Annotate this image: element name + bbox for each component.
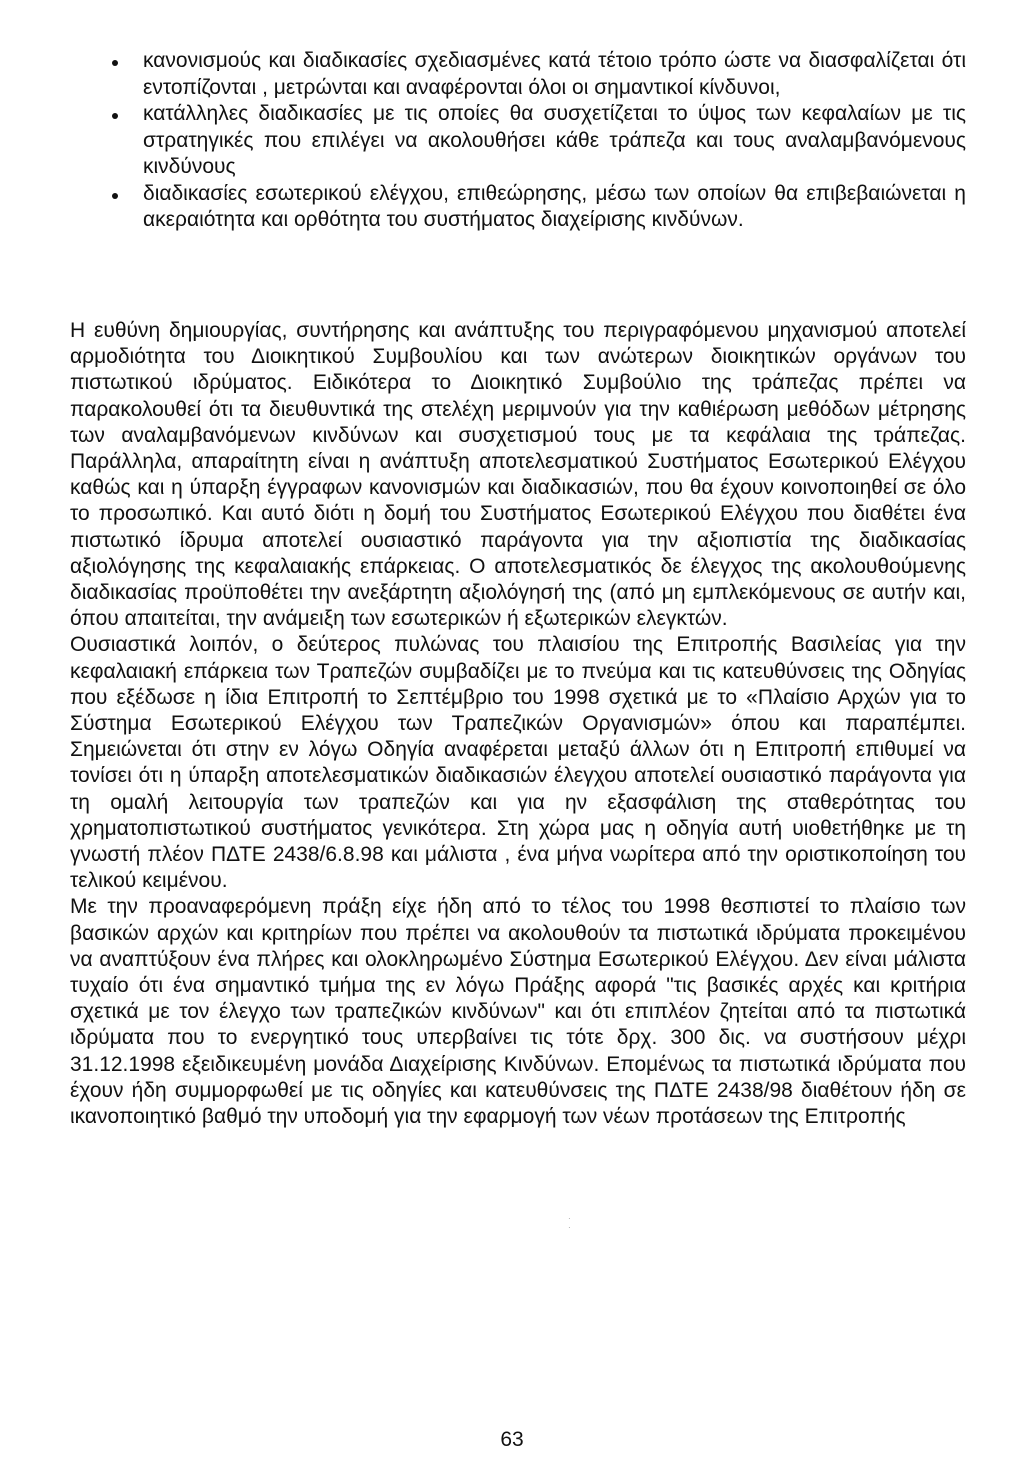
bullet-item <box>110 181 966 234</box>
paragraph: Ουσιαστικά λοιπόν, ο δεύτερος πυλώνας του πλαισίου της Επιτροπής Βασιλείας για την κεφαλαιακή επάρκεια των Τραπεζών συμβαδίζει με το πνεύμα και τις κατευθύνσεις της Οδηγίας που εξέδωσε η ίδια Επιτροπή το Σεπτέμβριο του 1998 σχετικά με το «Πλαίσιο Αρχών για το Σύστημα Εσωτερικού Ελέγχου των Τραπεζικών Οργανισμών» όπου και παραπέμπει. Σημειώνεται ότι στην εν λόγω Οδηγία αναφέρεται μεταξύ άλλων ότι η Επιτροπή επιθυμεί να τονίσει ότι η ύπαρξη αποτελεσματικών διαδικασιών έλεγχου αποτελεί ουσιαστικό παράγοντα για τη ομαλή λειτουργία των τραπεζών και για ην εξασφάλιση της σταθερότητας του χρηματοπιστωτικού συστήματος γενικότερα. Στη χώρα μας η οδηγία αυτή υιοθετήθηκε με τη γνωστή πλέον ΠΔΤΕ 2438/6.8.98 και μάλιστα , ένα μήνα νωρίτερα από την οριστικοποίηση του τελικού κειμένου. <box>70 633 966 893</box>
bullet-dot-icon <box>112 193 118 199</box>
page-number: 63 <box>500 1428 524 1451</box>
bullet-text: διαδικασίες εσωτερικού ελέγχου, επιθεώρησης, μέσω των οποίων θα επιβεβαιώνεται η ακεραιότητα και ορθότητα του συστήματος διαχείρισης κινδύνων. <box>143 181 966 231</box>
paragraph: Με την προαναφερόμενη πράξη είχε ήδη από το τέλος του 1998 θεσπιστεί το πλαίσιο των βασικών αρχών και κριτηρίων που πρέπει να ακολουθούν τα πιστωτικά ιδρύματα προκειμένου να αναπτύξουν ένα πλήρες και ολοκληρωμένο Σύστημα Εσωτερικού Ελέγχου. Δεν είναι μάλιστα τυχαίο ότι ένα σημαντικό τμήμα της εν λόγω Πράξης αφορά "τις βασικές αρχές και κριτήρια σχετικά με τον έλεγχο των τραπεζικών κινδύνων" και ότι επιπλέον ζητείται από τα πιστωτικά ιδρύματα που το ενεργητικό τους υπερβαίνει τις τότε δρχ. 300 δις. να συστήσουν μέχρι 31.12.1998 εξειδικευμένη μονάδα Διαχείρισης Κινδύνων. Επομένως τα πιστωτικά ιδρύματα που έχουν ήδη συμμορφωθεί με τις οδηγίες και κατευθύνσεις της ΠΔΤΕ 2438/98 διαθέτουν ήδη σε ικανοποιητικό βαθμό την υποδομή για την εφαρμογή των νέων προτάσεων της Επιτροπής <box>70 895 966 1129</box>
bullet-list <box>110 48 966 234</box>
bullet-text: κατάλληλες διαδικασίες με τις οποίες θα συσχετίζεται το ύψος των κεφαλαίων με τις στρατηγικές που επιλέγει να ακολουθήσει κάθε τράπεζα και τους αναλαμβανόμενους κινδύνους <box>143 102 966 178</box>
scan-speck: · · <box>568 1214 581 1232</box>
bullet-dot-icon <box>112 60 118 66</box>
body-text <box>70 318 966 1130</box>
bullet-item <box>110 101 966 181</box>
bullet-text: κανονισμούς και διαδικασίες σχεδιασμένες κατά τέτοιο τρόπο ώστε να διασφαλίζεται ότι εντοπίζονται , μετρώνται και αναφέρονται όλοι οι σημαντικοί κίνδυνοι, <box>143 49 966 99</box>
bullet-item <box>110 48 966 101</box>
bullet-dot-icon <box>112 113 118 119</box>
paragraph: Η ευθύνη δημιουργίας, συντήρησης και ανάπτυξης του περιγραφόμενου μηχανισμού αποτελεί αρμοδιότητα του Διοικητικού Συμβουλίου και των ανώτερων διοικητικών οργάνων του πιστωτικού ιδρύματος. Ειδικότερα το Διοικητικό Συμβούλιο της τράπεζας πρέπει να παρακολουθεί ότι τα διευθυντικά της στελέχη μεριμνούν για την καθιέρωση μεθόδων μέτρησης των αναλαμβανόμενων κινδύνων και συσχετισμού τους με τα κεφάλαια της τράπεζας. Παράλληλα, απαραίτητη είναι η ανάπτυξη αποτελεσματικού Συστήματος Εσωτερικού Ελέγχου καθώς και η ύπαρξη έγγραφων κανονισμών και διαδικασιών, που θα έχουν κοινοποιηθεί σε όλο το προσωπικό. Και αυτό διότι η δομή του Συστήματος Εσωτερικού Ελέγχου που διαθέτει ένα πιστωτικό ίδρυμα αποτελεί ουσιαστικό παράγοντα για την αξιοπιστία της διαδικασίας αξιολόγησης της κεφαλαιακής επάρκειας. Ο αποτελεσματικός δε έλεγχος της ακολουθούμενης διαδικασίας προϋποθέτει την ανεξάρτητη αξιολόγησή της (από μη εμπλεκόμενους σε αυτήν και, όπου απαιτείται, την ανάμειξη των εσωτερικών ή εξωτερικών ελεγκτών. <box>70 319 966 631</box>
